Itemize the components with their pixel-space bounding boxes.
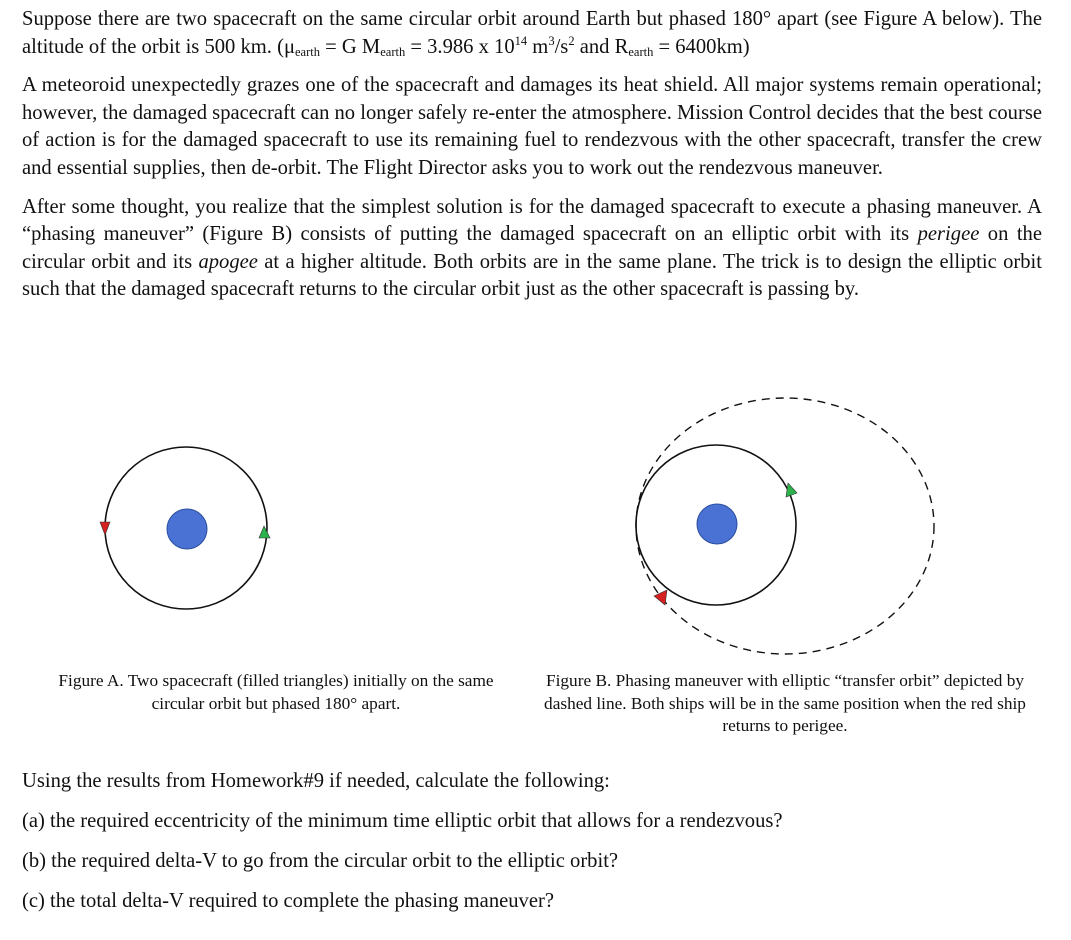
question-c: (c) the total delta-V required to complete the phasing maneuver? xyxy=(22,890,554,912)
question-b: (b) the required delta-V to go from the circular orbit to the elliptic orbit? xyxy=(22,850,619,872)
setup-text: m xyxy=(527,35,549,58)
red-ship-b xyxy=(654,590,667,605)
red-ship-a xyxy=(100,522,110,535)
setup-text: /s xyxy=(554,35,569,58)
question-a: (a) the required eccentricity of the minimum time elliptic orbit that allows for a rendezvous? xyxy=(22,810,783,832)
perigee-term: perigee xyxy=(917,223,980,246)
figure-a xyxy=(100,447,270,609)
earth-b xyxy=(697,504,737,544)
paragraph-setup xyxy=(22,6,1042,61)
green-ship-b xyxy=(786,483,797,497)
questions-intro: Using the results from Homework#9 if needed, calculate the following: xyxy=(22,770,610,792)
figure-b xyxy=(636,398,934,654)
transfer-orbit-dashed xyxy=(636,398,934,654)
earth-a xyxy=(167,509,207,549)
problem-statement xyxy=(22,6,1042,304)
caption-figure-b: Figure B. Phasing maneuver with elliptic “transfer orbit” depicted by dashed line. Both ships will be in the same position when the red ship returns to perigee. xyxy=(544,671,1026,735)
superscript: 14 xyxy=(514,33,528,48)
phasing-text: at a higher altitude. Both orbits are in the same plane. The trick is to design the elliptic orbit such that the damaged spacecraft returns to the circular orbit just as the other spacecraft is passing by. xyxy=(22,250,1042,301)
figures xyxy=(0,383,1071,753)
superscript: 3 xyxy=(548,33,555,48)
questions xyxy=(22,768,1042,928)
setup-text: and R xyxy=(574,35,629,58)
subscript: earth xyxy=(380,44,406,59)
setup-text: = G M xyxy=(319,35,381,58)
subscript: earth xyxy=(295,44,320,59)
superscript: 2 xyxy=(568,33,575,48)
green-ship-a xyxy=(259,526,270,538)
setup-text: = 6400km) xyxy=(653,35,750,58)
phasing-text: After some thought, you realize that the simplest solution is for the damaged spacecraft to execute a phasing maneuver. A “phasing maneuver” (Figure B) consists of putting the damaged spacecraft on an elliptic orbit with its xyxy=(22,195,1042,246)
subscript: earth xyxy=(628,44,654,59)
phasing-text: on the circular orbit and its xyxy=(22,223,1042,273)
paragraph-meteoroid: A meteoroid unexpectedly grazes one of the spacecraft and damages its heat shield. All major systems remain operational; however, the damaged spacecraft can no longer safely re-enter the atmosphere. Mission Control decides that the best course of action is for the damaged spacecraft to use its remaining fuel to rendezvous with the other spacecraft, transfer the crew and essential supplies, then de-orbit. The Flight Director asks you to work out the rendezvous maneuver. xyxy=(22,74,1042,179)
setup-text: Suppose there are two spacecraft on the same circular orbit around Earth but phased 180° apart (see Figure A below). The altitude of the orbit is 500 km. (μ xyxy=(22,8,1042,58)
paragraph-phasing xyxy=(22,194,1042,304)
caption-figure-a: Figure A. Two spacecraft (filled triangles) initially on the same circular orbit but phased 180° apart. xyxy=(58,671,494,713)
apogee-term: apogee xyxy=(198,250,258,273)
setup-text: = 3.986 x 10 xyxy=(405,35,515,58)
